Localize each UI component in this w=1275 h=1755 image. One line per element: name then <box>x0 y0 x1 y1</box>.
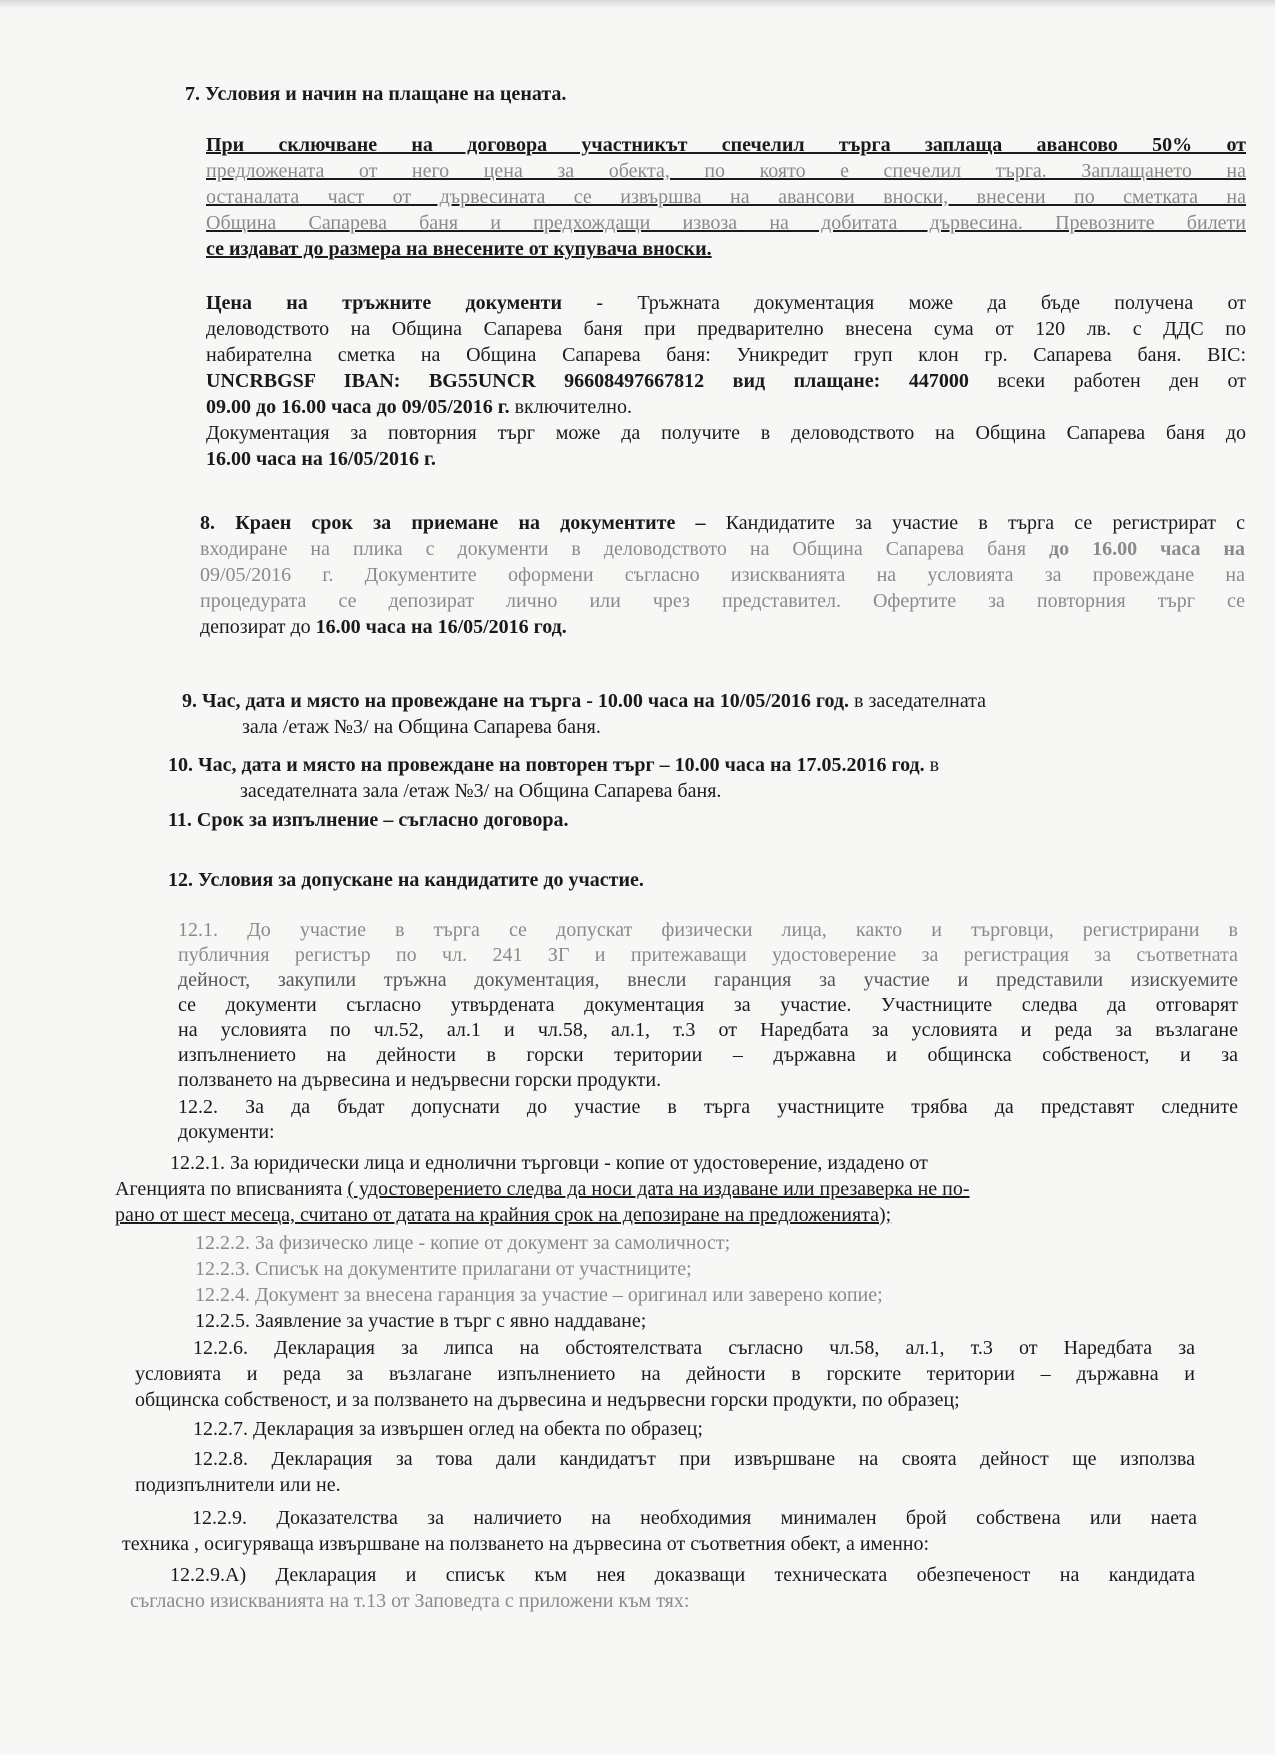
section-12-heading: 12. Условия за допускане на кандидатите до участие. <box>168 869 644 891</box>
p1229-line-1: 12.2.9. Доказателства за наличието на необходимия минимален брой собствена или наета <box>192 1507 1197 1529</box>
p1224: 12.2.4. Документ за внесена гаранция за участие – оригинал или заверено копие; <box>195 1284 883 1306</box>
p1221-line-3: рано от шест месеца, считано от датата на крайния срок на депозиране на предложенията); <box>115 1204 892 1226</box>
p122-line-1: 12.2. За да бъдат допуснати до участие в търга участниците трябва да представят следните <box>178 1096 1238 1118</box>
section-8-deadline: до 16.00 часа на <box>1049 538 1245 560</box>
section-10-title: 10. Час, дата и място на провеждане на повторен търг – 10.00 часа на 17.05.2016 год. <box>168 754 925 776</box>
docs-deadline: 09.00 до 16.00 часа до 09/05/2016 г. <box>206 396 510 418</box>
p1229a-line-2: съгласно изискванията на т.13 от Заповедта с приложени към тях: <box>130 1590 690 1612</box>
section-8-line-1: Кандидатите за участие в търга се регистрират с <box>705 512 1245 534</box>
p1226-line-2: условията и реда за възлагане изпълнението на дейности в горските територии – държавна и <box>135 1363 1195 1385</box>
p1221-line-2a: Агенцията по вписванията <box>115 1178 348 1200</box>
p121-line-6: изпълнението на дейности в горски територии – държавна и общинска собственост, и за <box>178 1044 1238 1066</box>
p1221-line-2u: ( удостоверението следва да носи дата на издаване или презаверка не по- <box>347 1178 970 1200</box>
payment-line-5: се издават до размера на внесените от купувача вноски. <box>206 238 712 260</box>
p1225: 12.2.5. Заявление за участие в търг с явно наддаване; <box>195 1310 647 1332</box>
p1226-line-3: общинска собственост, и за ползването на дървесина и недървесни горски продукти, по образец; <box>135 1389 960 1411</box>
p121-line-3: дейност, закупили тръжна документация, внесли гаранция за участие и представили изискуемите <box>178 969 1238 991</box>
p1229-line-2: техника , осигуряваща извършване на ползването на дървесина от съответния обект, а именно: <box>122 1533 930 1555</box>
repeat-docs-line-1: Документация за повторния търг може да получите в деловодството на Община Сапарева баня до <box>206 422 1246 444</box>
section-8-line-2a: входиране на плика с документи в деловодството на Община Сапарева баня <box>200 538 1050 560</box>
section-9-rest: в заседателната <box>849 690 987 712</box>
payment-line-2: предложената от него цена за обекта, по която е спечелил търга. Заплащането на <box>206 160 1246 182</box>
docs-line-4-rest: всеки работен ден от <box>968 370 1246 392</box>
p121-line-4: се документи съгласно утвърдената документация за участие. Участниците следва да отговарят <box>178 994 1238 1016</box>
payment-line-4: Община Сапарева баня и предхождащи извоза на добитата дървесина. Превозните билети <box>206 212 1246 234</box>
section-12-2 <box>178 1095 1238 1145</box>
section-9-title: 9. Час, дата и място на провеждане на търга - 10.00 часа на 10/05/2016 год. <box>182 690 850 712</box>
p1228-line-1: 12.2.8. Декларация за това дали кандидатът при извършване на своята дейност ще използва <box>193 1448 1195 1470</box>
section-8-line-3: 09/05/2016 г. Документите оформени съгласно изискванията на условията за провеждане на <box>200 564 1245 586</box>
p1221-line-1: 12.2.1. За юридически лица и еднолични търговци - копие от удостоверение, издадено от <box>170 1152 928 1174</box>
p122-line-2: документи: <box>178 1121 275 1143</box>
section-10-line-2: заседателната зала /етаж №3/ на Община Сапарева баня. <box>240 780 722 802</box>
section-12-1 <box>178 918 1238 1093</box>
section-7-documents-price <box>206 290 1246 472</box>
section-9-line-2: зала /етаж №3/ на Община Сапарева баня. <box>242 716 601 738</box>
p1227: 12.2.7. Декларация за извършен оглед на обекта по образец; <box>193 1418 703 1440</box>
docs-line-2: деловодството на Община Сапарева баня при предварително внесена сума от 120 лв. с ДДС по <box>206 318 1246 340</box>
docs-line-3: набирателна сметка на Община Сапарева баня: Уникредит груп клон гр. Сапарева баня. BIC: <box>206 344 1246 366</box>
docs-price-text: - Тръжната документация може да бъде получена от <box>562 292 1247 314</box>
p1223: 12.2.3. Списък на документите прилагани от участниците; <box>195 1258 692 1280</box>
section-12-2-9-a <box>130 1562 1195 1614</box>
scan-edge <box>0 0 1275 8</box>
section-11-heading: 11. Срок за изпълнение – съгласно договора. <box>168 809 569 831</box>
section-12-2-8 <box>135 1446 1195 1498</box>
section-9 <box>182 688 1242 740</box>
p1226-line-1: 12.2.6. Декларация за липса на обстоятелствата съгласно чл.58, ал.1, т.3 от Наредбата за <box>193 1337 1195 1359</box>
bank-details: UNCRBGSF IBAN: BG55UNCR 96608497667812 вид плащане: 447000 <box>206 370 969 392</box>
docs-price-label: Цена на тръжните документи <box>206 292 563 314</box>
section-10-rest: в <box>924 754 940 776</box>
p121-line-7: ползването на дървесина и недървесни горски продукти. <box>178 1069 662 1091</box>
section-7-payment-terms <box>206 132 1246 262</box>
section-7-heading: 7. Условия и начин на плащане на цената. <box>185 83 567 105</box>
p121-line-1: 12.1. До участие в търга се допускат физически лица, както и търговци, регистрирани в <box>178 919 1238 941</box>
p1228-line-2: подизпълнители или не. <box>135 1474 341 1496</box>
p1229a-line-1: 12.2.9.А) Декларация и списък към нея доказващи техническата обезпеченост на кандидата <box>170 1564 1195 1586</box>
section-8 <box>200 510 1245 640</box>
section-12-2-9 <box>122 1505 1197 1557</box>
section-8-label: 8. Краен срок за приемане на документите – <box>200 512 706 534</box>
section-12-2-1 <box>115 1150 1195 1228</box>
payment-line-1: При сключване на договора участникът спечелил търга заплаща авансово 50% от <box>206 134 1246 156</box>
payment-line-3: останалата част от дървесината се извършва на авансови вноски, внесени по сметката на <box>206 186 1246 208</box>
section-8-line-5a: депозират до <box>200 616 316 638</box>
section-10 <box>168 752 1243 804</box>
p121-line-5: на условията по чл.52, ал.1 и чл.58, ал.1, т.3 от Наредбата за условията и реда за възлагане <box>178 1019 1238 1041</box>
section-12-2-6 <box>135 1335 1195 1413</box>
section-12-2-2-to-5 <box>195 1230 1195 1334</box>
docs-line-5-rest: включително. <box>509 396 632 418</box>
p121-line-2: публичния регистър по чл. 241 ЗГ и притежаващи удостоверение за регистрация за съответната <box>178 944 1238 966</box>
section-12-2-7 <box>193 1416 1193 1442</box>
section-8-repeat-deadline: 16.00 часа на 16/05/2016 год. <box>315 616 567 638</box>
section-8-line-4: процедурата се депозират лично или чрез представител. Офертите за повторния търг се <box>200 590 1245 612</box>
p1222: 12.2.2. За физическо лице - копие от документ за самоличност; <box>195 1232 731 1254</box>
repeat-docs-deadline: 16.00 часа на 16/05/2016 г. <box>206 448 436 470</box>
